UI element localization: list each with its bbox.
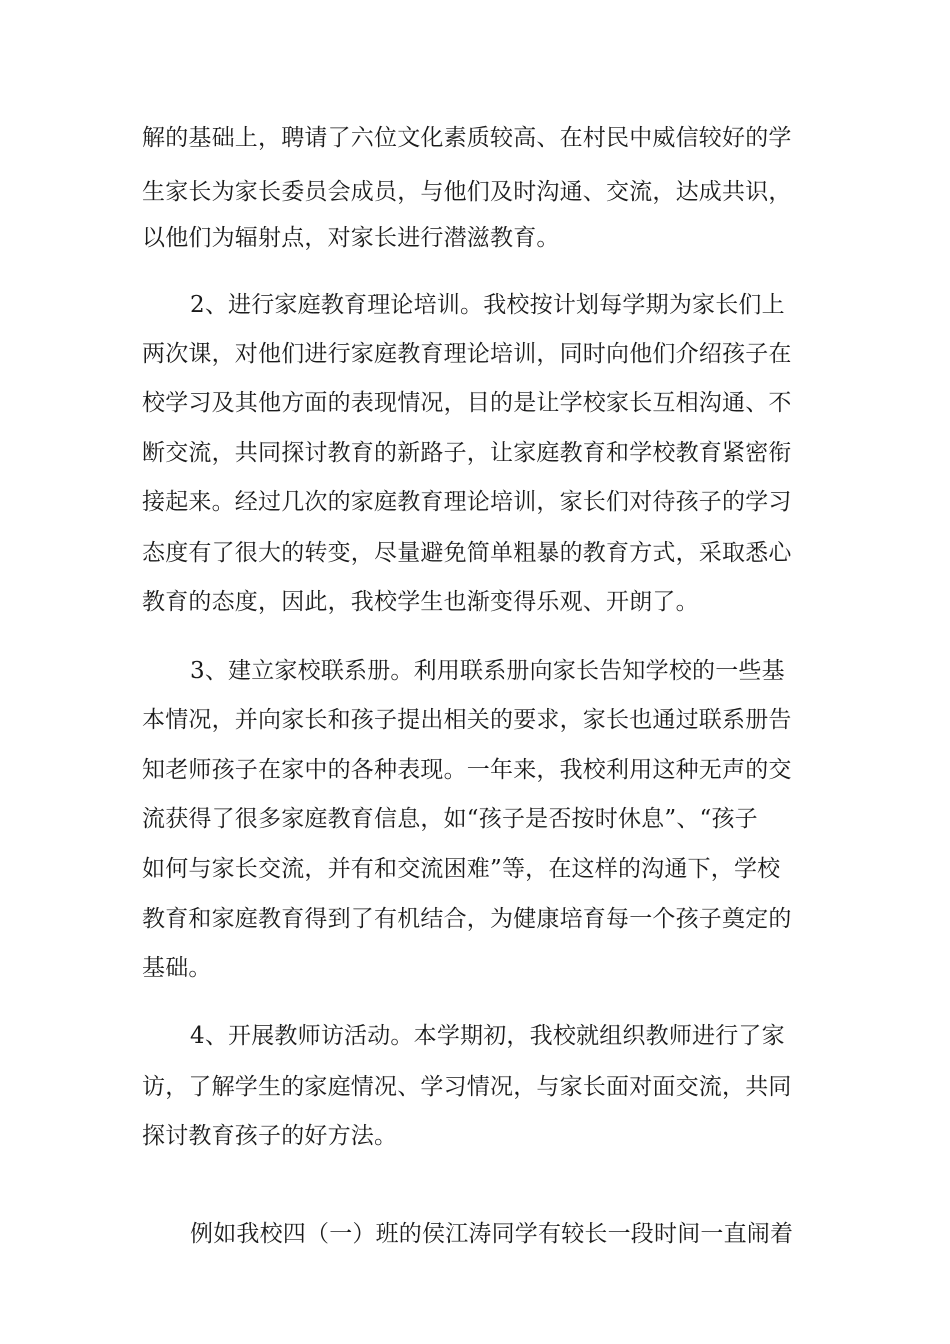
text-line: 态度有了很大的转变，尽量避免简单粗暴的教育方式，采取悉心 [142,540,792,566]
paragraph-3-first-line: 3、建立家校联系册。利用联系册向家长告知学校的一些基 [190,658,785,684]
text-line: 两次课，对他们进行家庭教育理论培训，同时向他们介绍孩子在 [142,341,792,367]
text-line: 访，了解学生的家庭情况、学习情况，与家长面对面交流，共同 [142,1074,792,1100]
text-line: 解的基础上，聘请了六位文化素质较高、在村民中威信较好的学 [142,125,792,151]
text-line: 流获得了很多家庭教育信息，如“孩子是否按时休息”、“孩子 [142,806,758,832]
paragraph-5-first-line: 例如我校四（一）班的侯江涛同学有较长一段时间一直闹着 [190,1221,794,1247]
text-line: 以他们为辐射点，对家长进行潜滋教育。 [142,225,560,251]
text-line: 断交流，共同探讨教育的新路子，让家庭教育和学校教育紧密衔 [142,440,792,466]
text-line: 教育和家庭教育得到了有机结合，为健康培育每一个孩子奠定的 [142,906,792,932]
text-line: 校学习及其他方面的表现情况，目的是让学校家长互相沟通、不 [142,390,792,416]
text-line: 如何与家长交流，并有和交流困难”等，在这样的沟通下，学校 [142,856,781,882]
text-line: 接起来。经过几次的家庭教育理论培训，家长们对待孩子的学习 [142,489,792,515]
text-line: 本情况，并向家长和孩子提出相关的要求，家长也通过联系册告 [142,707,792,733]
text-line: 教育的态度，因此，我校学生也渐变得乐观、开朗了。 [142,589,699,615]
text-line: 知老师孩子在家中的各种表现。一年来，我校利用这种无声的交 [142,757,792,783]
text-line: 生家长为家长委员会成员，与他们及时沟通、交流，达成共识， [142,179,792,205]
text-line: 探讨教育孩子的好方法。 [142,1123,398,1149]
paragraph-2-first-line: 2、进行家庭教育理论培训。我校按计划每学期为家长们上 [190,292,785,318]
paragraph-4-first-line: 4、开展教师访活动。本学期初，我校就组织教师进行了家 [190,1023,785,1049]
text-line: 基础。 [142,955,212,981]
